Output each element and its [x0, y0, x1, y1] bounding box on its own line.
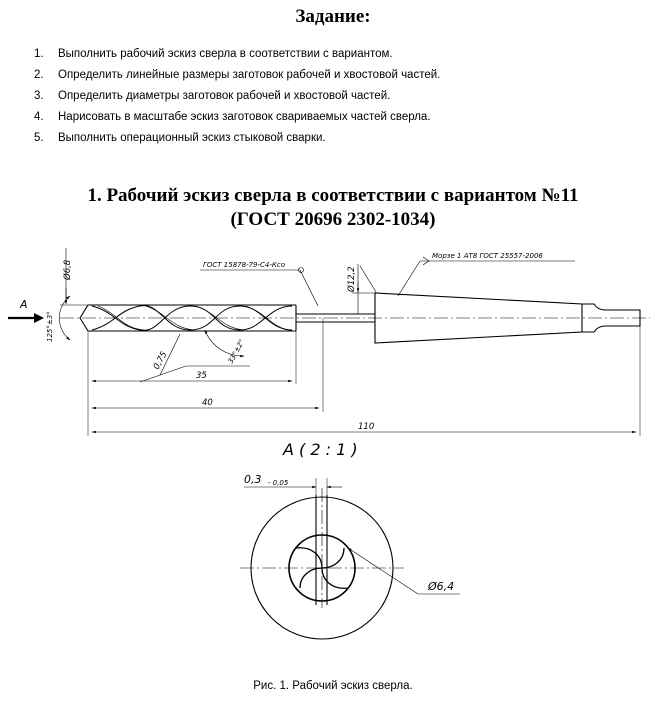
dim-web-thickness: 0,3 [244, 473, 262, 486]
dim-flute-length: 35 [196, 371, 207, 381]
figure-caption: Рис. 1. Рабочий эскиз сверла. [253, 680, 413, 692]
list-item-text: Выполнить операционный эскиз стыковой сварки. [58, 132, 326, 144]
dim-tip-angle: 125°±3° [46, 311, 54, 342]
dim-detail-diameter: Ø6,4 [428, 580, 455, 593]
gost-reference: ГОСТ 15878-79-С4-Ксо [203, 261, 285, 269]
list-item-number: 4. [34, 111, 44, 123]
list-item-text: Нарисовать в масштабе эскиз заготовок свариваемых частей сверла. [58, 111, 431, 123]
dim-margin-width: 0,75 [151, 349, 170, 372]
dim-web-tolerance: - 0,05 [268, 479, 289, 487]
drill-side-view [8, 248, 650, 436]
dim-neck-diameter: Ø12,2 [347, 266, 357, 292]
view-a-label: А [20, 298, 28, 311]
list-item-text: Выполнить рабочий эскиз сверла в соответствии с вариантом. [58, 48, 393, 60]
detail-view-a [240, 440, 460, 639]
task-title: Задание: [295, 6, 371, 27]
list-item-number: 5. [34, 132, 44, 144]
view-a-arrow-head [34, 313, 44, 323]
dim-helix-angle: 33°±2° [226, 338, 247, 365]
dim-working-length: 40 [202, 398, 213, 408]
list-item-number: 2. [34, 69, 44, 81]
list-item-number: 1. [34, 48, 44, 60]
list-item-text: Определить линейные размеры заготовок рабочей и хвостовой частей. [58, 69, 441, 81]
list-item-number: 3. [34, 90, 44, 102]
dim-working-diameter: Ø6,8 [63, 259, 73, 280]
morse-reference: Морзе 1 АТ8 ГОСТ 25557-2006 [432, 252, 543, 260]
section-title-line-1: 1. Рабочий эскиз сверла в соответствии с вариантом №11 [87, 185, 579, 206]
detail-view-title: А ( 2 : 1 ) [283, 440, 358, 459]
section-title-line-2: (ГОСТ 20696 2302-1034) [230, 209, 436, 230]
dim-total-length: 110 [358, 422, 375, 432]
list-item-text: Определить диаметры заготовок рабочей и хвостовой частей. [58, 90, 391, 102]
